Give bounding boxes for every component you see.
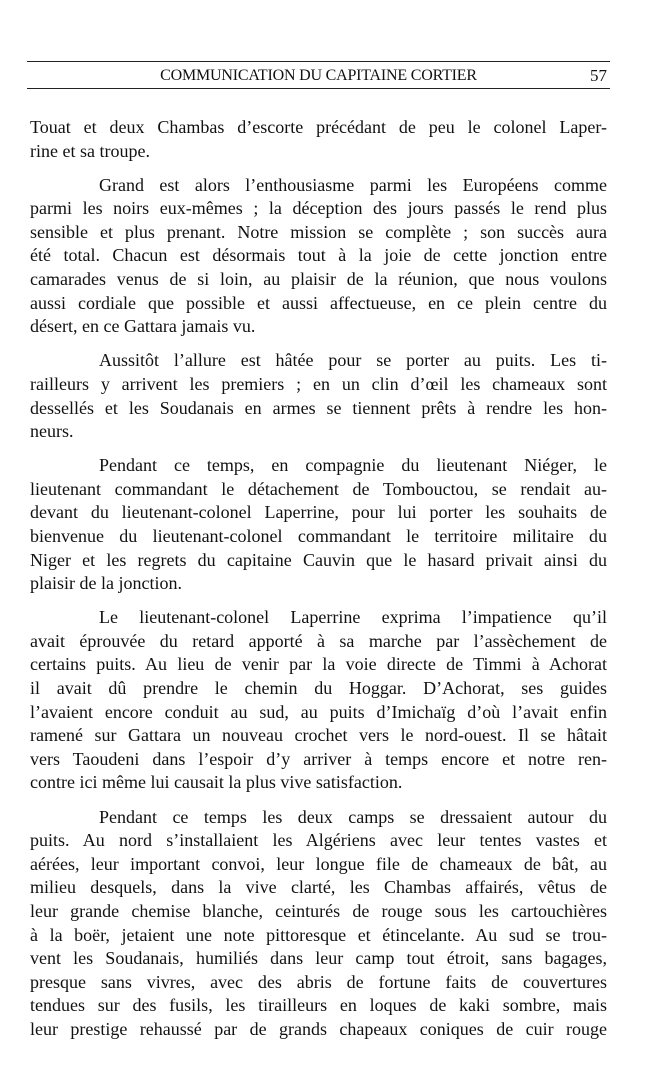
paragraph bbox=[30, 606, 607, 795]
paragraph bbox=[30, 349, 607, 443]
text-line: leur grande chemise blanche, ceinturés de rouge sous les cartouchières bbox=[30, 900, 607, 921]
text-line: vent les Soudanais, humiliés dans leur camp tout étroit, sans bagages, bbox=[30, 948, 607, 969]
text-line: certains puits. Au lieu de venir par la voie directe de Timmi à Achorat bbox=[30, 654, 607, 675]
page-number: 57 bbox=[590, 66, 607, 85]
text-line: il avait dû prendre le chemin du Hoggar. D’Achorat, ses guides bbox=[30, 678, 607, 699]
text-line: l’avaient encore conduit au sud, au puits d’Imichaïg d’où l’avait enfin bbox=[30, 701, 607, 722]
text-line: sensible et plus prenant. Notre mission se complète ; son succès aura bbox=[30, 221, 607, 242]
text-line: contre ici même lui causait la plus vive satisfaction. bbox=[30, 772, 403, 793]
text-line: Pendant ce temps, en compagnie du lieutenant Niéger, le bbox=[99, 455, 607, 476]
text-line: Touat et deux Chambas d’escorte précédant de peu le colonel Laper- bbox=[30, 117, 607, 137]
text-line: tendues sur des fusils, les tirailleurs en loques de kaki sombre, mais bbox=[30, 995, 607, 1016]
text-line: leur prestige rehaussé par de grands chapeaux coniques de cuir rouge bbox=[30, 1018, 607, 1039]
text-line: à la boër, jetaient une note pittoresque et étincelante. Au sud se trou- bbox=[30, 924, 607, 945]
text-line: aérées, leur important convoi, leur longue file de chameaux de bât, au bbox=[30, 853, 607, 874]
text-line: railleurs y arrivent les premiers ; en un clin d’œil les chameaux sont bbox=[30, 373, 607, 394]
text-line: désert, en ce Gattara jamais vu. bbox=[30, 316, 256, 337]
text-line: avait éprouvée du retard apporté à sa marche par l’assèchement de bbox=[30, 630, 607, 651]
text-line: puits. Au nord s’installaient les Algériens avec leur tentes vastes et bbox=[30, 830, 607, 851]
running-title: COMMUNICATION DU CAPITAINE CORTIER bbox=[160, 67, 477, 84]
text-line: parmi les noirs eux-mêmes ; la déception des jours passés le rend plus bbox=[30, 198, 607, 219]
paragraph bbox=[30, 116, 607, 163]
text-line: Pendant ce temps les deux camps se dressaient autour du bbox=[99, 806, 607, 827]
text-line: bienvenue du lieutenant-colonel commandant le territoire militaire du bbox=[30, 526, 607, 546]
body-text bbox=[30, 116, 607, 1052]
text-line: devant du lieutenant-colonel Laperrine, pour lui porter les souhaits de bbox=[30, 502, 607, 523]
text-line: vers Taoudeni dans l’espoir d’y arriver à temps encore et notre ren- bbox=[30, 748, 607, 769]
text-line: aussi cordiale que possible et aussi affectueuse, en ce plein centre du bbox=[30, 292, 607, 313]
paragraph bbox=[30, 454, 607, 596]
paragraph bbox=[30, 806, 607, 1042]
running-header bbox=[30, 66, 607, 86]
text-line: neurs. bbox=[30, 421, 74, 442]
header-bottom-rule bbox=[27, 88, 610, 89]
text-line: milieu desquels, dans la vive clarté, les Chambas affairés, vêtus de bbox=[30, 877, 607, 898]
text-line: lieutenant commandant le détachement de Tombouctou, se rendait au- bbox=[30, 478, 607, 499]
text-line: Grand est alors l’enthousiasme parmi les Européens comme bbox=[99, 174, 607, 195]
text-line: rine et sa troupe. bbox=[30, 140, 150, 161]
text-line: presque sans vivres, avec des abris de fortune faits de couvertures bbox=[30, 971, 607, 992]
text-line: plaisir de la jonction. bbox=[30, 573, 182, 594]
text-line: dessellés et les Soudanais en armes se tiennent prêts à rendre les hon- bbox=[30, 397, 607, 418]
header-top-rule bbox=[27, 61, 610, 62]
text-line: été total. Chacun est désormais tout à la joie de cette jonction entre bbox=[30, 245, 607, 266]
text-line: Niger et les regrets du capitaine Cauvin que le hasard privait ainsi du bbox=[30, 549, 607, 570]
text-line: camarades venus de si loin, au plaisir de la réunion, que nous voulons bbox=[30, 269, 607, 290]
paragraph bbox=[30, 174, 607, 339]
text-line: Le lieutenant-colonel Laperrine exprima l’impatience qu’il bbox=[99, 607, 607, 628]
text-line: ramené sur Gattara un nouveau crochet vers le nord-ouest. Il se hâtait bbox=[30, 725, 607, 746]
text-line: Aussitôt l’allure est hâtée pour se porter au puits. Les ti- bbox=[99, 350, 607, 371]
